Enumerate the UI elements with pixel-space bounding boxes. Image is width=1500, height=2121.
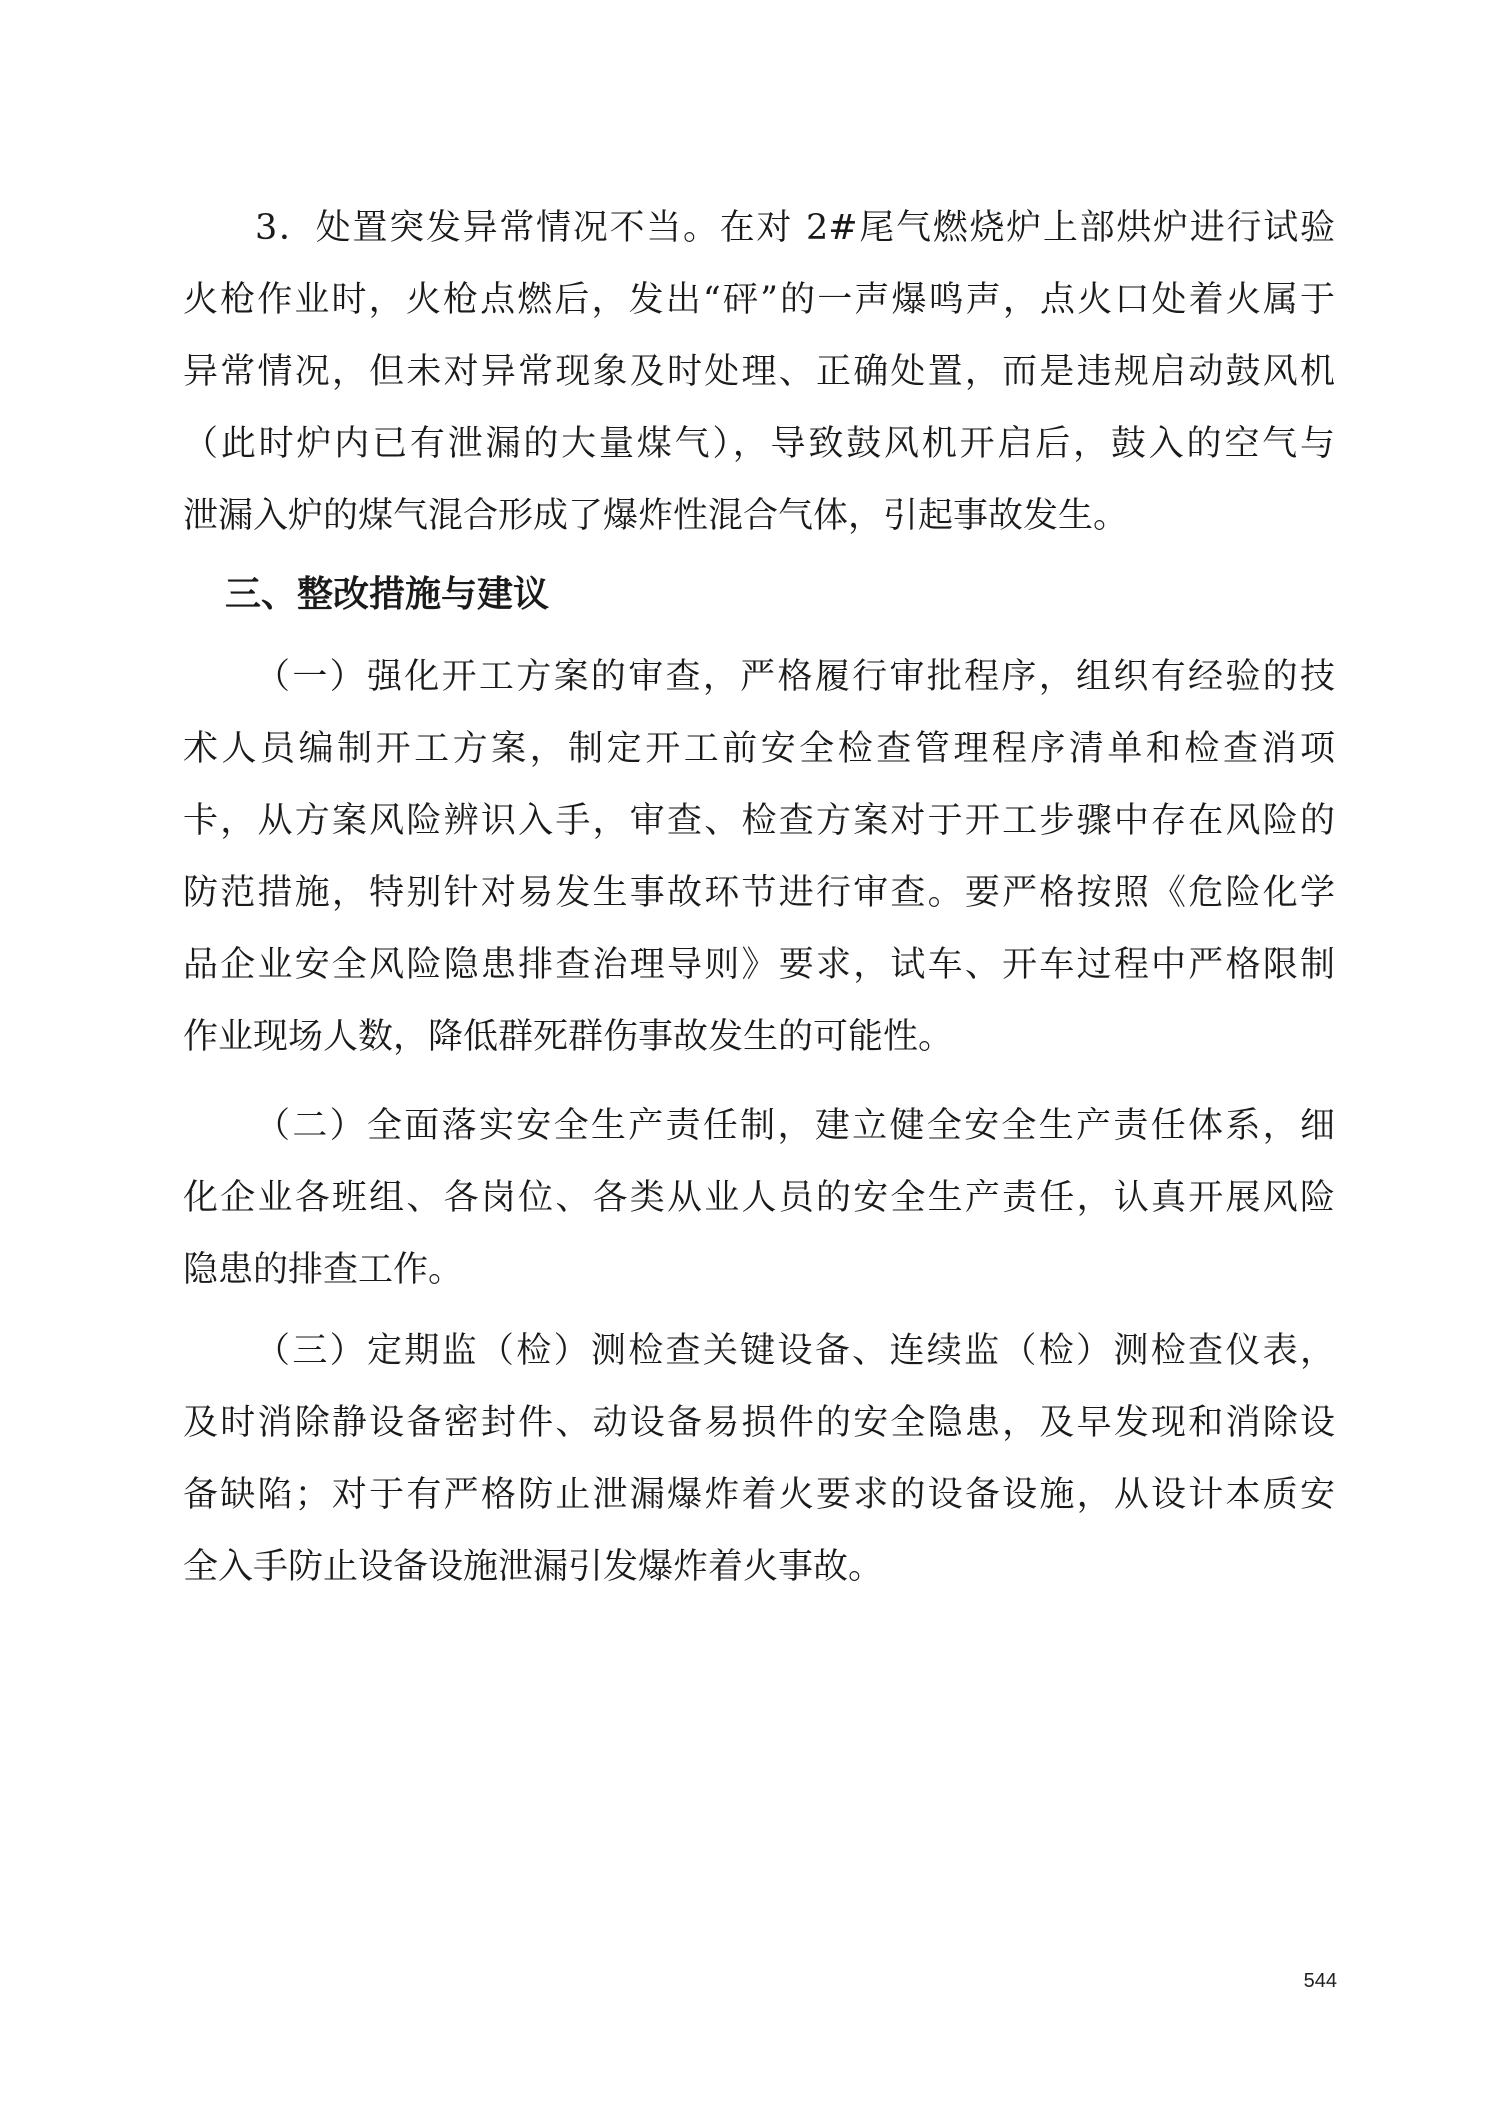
text-line: 备缺陷；对于有严格防止泄漏爆炸着火要求的设备设施，从设计本质安 bbox=[183, 1475, 1335, 1515]
text-line: 作业现场人数，降低群死群伤事故发生的可能性。 bbox=[183, 1017, 954, 1057]
text-line: 3．处置突发异常情况不当。在对 2#尾气燃烧炉上部烘炉进行试验 bbox=[255, 208, 1335, 248]
page-number: 544 bbox=[1303, 1970, 1337, 1992]
text-line: （此时炉内已有泄漏的大量煤气），导致鼓风机开启后，鼓入的空气与 bbox=[183, 424, 1335, 464]
text-line: （一）强化开工方案的审查，严格履行审批程序，组织有经验的技 bbox=[255, 657, 1335, 697]
text-line: 品企业安全风险隐患排查治理导则》要求，试车、开车过程中严格限制 bbox=[183, 945, 1335, 985]
text-line: （二）全面落实安全生产责任制，建立健全安全生产责任体系，细 bbox=[255, 1106, 1335, 1146]
section-heading: 三、整改措施与建议 bbox=[225, 574, 550, 615]
text-line: 火枪作业时，火枪点燃后，发出“砰”的一声爆鸣声，点火口处着火属于 bbox=[183, 280, 1335, 320]
paragraph-measure-1 bbox=[183, 641, 1335, 1073]
paragraph-improper-handling bbox=[183, 192, 1335, 552]
paragraph-measure-3 bbox=[183, 1315, 1335, 1603]
text-line: 及时消除静设备密封件、动设备易损件的安全隐患，及早发现和消除设 bbox=[183, 1403, 1335, 1443]
paragraph-measure-2 bbox=[183, 1090, 1335, 1306]
text-line: 异常情况，但未对异常现象及时处理、正确处置，而是违规启动鼓风机 bbox=[183, 352, 1335, 392]
text-line: 卡，从方案风险辨识入手，审查、检查方案对于开工步骤中存在风险的 bbox=[183, 801, 1335, 841]
text-line: 隐患的排查工作。 bbox=[183, 1250, 464, 1290]
text-line: （三）定期监（检）测检查关键设备、连续监（检）测检查仪表， bbox=[255, 1331, 1335, 1371]
text-line: 泄漏入炉的煤气混合形成了爆炸性混合气体，引起事故发生。 bbox=[183, 496, 1129, 536]
text-line: 全入手防止设备设施泄漏引发爆炸着火事故。 bbox=[183, 1547, 884, 1587]
text-line: 术人员编制开工方案，制定开工前安全检查管理程序清单和检查消项 bbox=[183, 729, 1335, 769]
text-line: 化企业各班组、各岗位、各类从业人员的安全生产责任，认真开展风险 bbox=[183, 1178, 1335, 1218]
text-line: 防范措施，特别针对易发生事故环节进行审查。要严格按照《危险化学 bbox=[183, 873, 1335, 913]
